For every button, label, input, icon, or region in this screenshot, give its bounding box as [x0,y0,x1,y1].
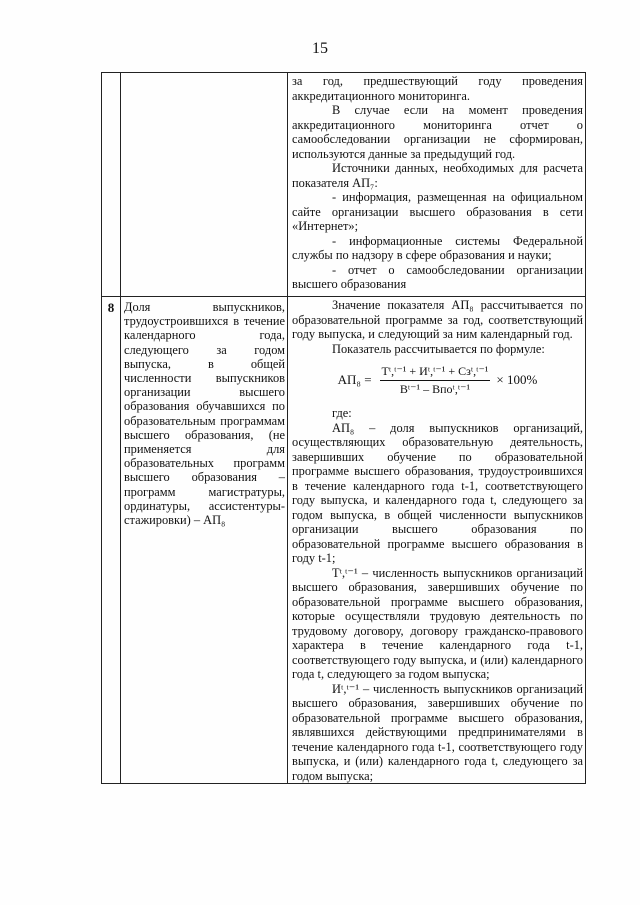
formula [292,364,583,396]
definition-paragraph: Тᵗ,ᵗ⁻¹ – численность выпускников организаций высшего образования, завершивших обучение по образовательной программе высшего образования, которые осуществляли трудовую деятельность по трудовому договору, договору гражданско-правового характера в течение календарного года t-1, соответствующего году выпуска, и (или) календарного года t, следующего за годом выпуска; [292,565,583,681]
intro-paragraph: Значение показателя АП₈ рассчитывается по образовательной программе за год, соответствующий году выпуска, и следующий за ним календарный год. [292,298,583,341]
formula-rhs: × 100% [496,371,538,387]
definition-paragraph: АП₈ – доля выпускников организаций, осуществляющих образовательную деятельность, завершивших обучение по образовательной программе высшего образования, трудоустроившихся в течение календарного года t-1, соответствующего году выпуска, и календарного года t, следующего за годом выпуска, в общей численности выпускников организации высшего образования по образовательной программе высшего образования в году t-1; [292,420,583,565]
description-cell [288,297,586,784]
description-paragraph: - отчет о самообследовании организации высшего образования [292,262,583,291]
row-number: 8 [102,297,121,784]
definition-paragraph: Иᵗ,ᵗ⁻¹ – численность выпускников организаций высшего образования, завершивших обучение по образовательной программе высшего образования, являвшихся действующими предпринимателями в течение календарного года t-1, соответствующего году выпуска, и (или) календарного года t, следующего за годом выпуска; [292,681,583,783]
formula-lhs: АП₈ = [337,371,372,387]
description-paragraph: - информационные системы Федеральной службы по надзору в сфере образования и науки; [292,233,583,262]
indicator-table [101,72,586,784]
description-paragraph: Источники данных, необходимых для расчета показателя АП₇: [292,161,583,190]
where-label: где: [332,406,352,420]
description-paragraph: - информация, размещенная на официальном сайте организации высшего образования в сети «Интернет»; [292,190,583,233]
formula-fraction [380,364,491,396]
description-paragraph: за год, предшествующий году проведения аккредитационного мониторинга. [292,74,583,103]
table-row [102,73,586,297]
formula-denominator: Вᵗ⁻¹ – Впоᵗ,ᵗ⁻¹ [399,381,471,396]
indicator-name: Доля выпускников, трудоустроившихся в течение календарного года, следующего за годом выпуска, в общей численности выпускников организации высшего образования обучавшихся по образовательным программам высшего образования, (не применяется для образовательных программ высшего образования – программ магистратуры, ординатуры, ассистентуры-стажировки) – АП₈ [121,297,288,784]
formula-numerator: Тᵗ,ᵗ⁻¹ + Иᵗ,ᵗ⁻¹ + Сзᵗ,ᵗ⁻¹ [380,364,491,381]
indicator-name-cell [121,73,288,297]
table-row [102,297,586,784]
formula-intro: Показатель рассчитывается по формуле: [332,341,545,356]
description-cell [288,73,586,297]
number-cell [102,73,121,297]
page-number: 15 [312,40,328,57]
description-paragraph: В случае если на момент проведения аккредитационного мониторинга отчет о самообследовании организации не сформирован, используются данные за предыдущий год. [292,103,583,161]
